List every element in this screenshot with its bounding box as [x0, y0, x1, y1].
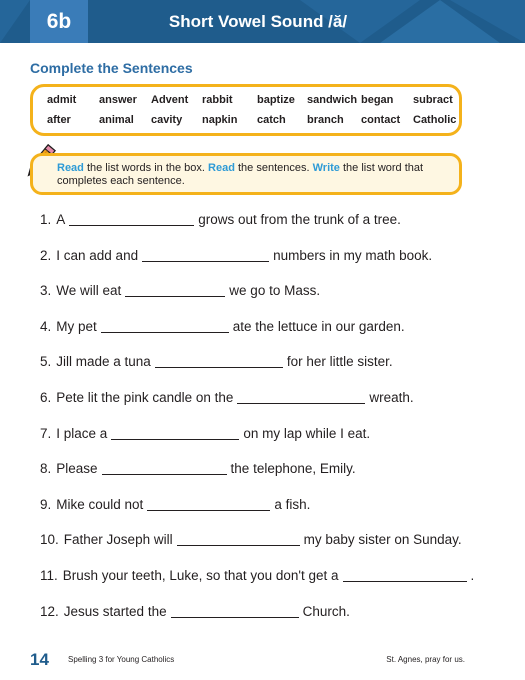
sentence-number: 5.	[40, 354, 52, 370]
sentence-list	[40, 212, 480, 639]
list-word: began	[361, 94, 394, 106]
sentence-number: 2.	[40, 247, 52, 263]
instruction-keyword-write: Write	[312, 162, 340, 174]
answer-blank[interactable]	[147, 497, 270, 511]
sentence-text-before: Jill made a tuna	[56, 354, 151, 370]
sentence-text-after: the telephone, Emily.	[230, 461, 356, 477]
list-word: animal	[99, 114, 134, 126]
sentence-number: 10.	[40, 532, 59, 548]
instruction-text: the list word that completes each sentence.	[57, 162, 424, 187]
list-word: subract	[413, 94, 453, 106]
answer-blank[interactable]	[171, 604, 299, 618]
sentence-text-after: grows out from the trunk of a tree.	[198, 212, 401, 227]
list-word: catch	[257, 114, 286, 126]
list-word: branch	[307, 114, 344, 126]
sentence-text-before: We will eat	[56, 283, 122, 299]
page-footer	[0, 648, 525, 672]
sentence-3	[40, 283, 480, 319]
sentence-text-after: wreath.	[369, 389, 414, 405]
instructions-text	[57, 162, 457, 188]
instruction-text: the sentences.	[234, 162, 313, 174]
footer-prayer: St. Agnes, pray for us.	[386, 655, 465, 664]
sentence-text-before: Brush your teeth, Luke, so that you don't get a	[62, 567, 339, 583]
book-title: Spelling 3 for Young Catholics	[68, 655, 175, 664]
list-word: answer	[99, 94, 137, 106]
page-number: 14	[30, 650, 49, 669]
sentence-number: 12.	[40, 603, 59, 619]
sentence-text-after: numbers in my math book.	[273, 247, 433, 263]
answer-blank[interactable]	[102, 461, 227, 475]
list-word: Catholic	[413, 114, 457, 126]
sentence-number: 6.	[40, 389, 52, 405]
list-word: napkin	[202, 114, 238, 126]
sentence-12	[40, 604, 480, 640]
sentence-number: 1.	[40, 212, 52, 227]
sentence-number: 7.	[40, 425, 52, 441]
sentence-text-before: Pete lit the pink candle on the	[56, 389, 234, 405]
lesson-number: 6b	[30, 0, 88, 43]
sentence-text-after: for her little sister.	[286, 354, 393, 370]
sentence-text-after: we go to Mass.	[229, 283, 321, 299]
sentence-text-after: Church.	[302, 603, 350, 619]
answer-blank[interactable]	[155, 354, 283, 368]
list-word: contact	[361, 114, 401, 126]
sentence-text-after: my baby sister on Sunday.	[303, 532, 462, 548]
list-word: baptize	[257, 94, 295, 106]
sentence-4	[40, 319, 480, 355]
sentence-text-after: on my lap while I eat.	[243, 425, 371, 441]
sentence-text-before: Mike could not	[56, 496, 144, 512]
sentence-number: 8.	[40, 461, 52, 477]
sentence-6	[40, 390, 480, 426]
sentence-text-before: Father Joseph will	[63, 532, 173, 548]
answer-blank[interactable]	[125, 283, 225, 297]
answer-blank[interactable]	[343, 568, 467, 582]
list-word: Advent	[151, 94, 189, 106]
sentence-text-before: I place a	[56, 425, 108, 441]
sentence-2	[40, 248, 480, 284]
list-word: cavity	[151, 114, 183, 126]
page-title: Short Vowel Sound /ă/	[168, 11, 348, 31]
sentence-1	[40, 212, 480, 248]
answer-blank[interactable]	[111, 426, 239, 440]
sentence-number: 11.	[40, 567, 58, 583]
sentence-5	[40, 354, 480, 390]
sentence-number: 9.	[40, 496, 52, 512]
list-word: sandwich	[307, 94, 358, 106]
answer-blank[interactable]	[237, 390, 365, 404]
sentence-9	[40, 497, 480, 533]
answer-blank[interactable]	[101, 319, 229, 333]
sentence-text-before: My pet	[56, 318, 97, 334]
sentence-text-after: .	[470, 567, 475, 583]
sentence-text-before: I can add and	[56, 247, 139, 263]
sentence-text-before: Please	[56, 461, 98, 477]
sentence-text-before: A	[56, 212, 66, 227]
answer-blank[interactable]	[177, 532, 300, 546]
sentence-8	[40, 461, 480, 497]
answer-blank[interactable]	[69, 212, 194, 226]
section-heading: Complete the Sentences	[30, 60, 193, 76]
sentence-text-after: ate the lettuce in our garden.	[232, 318, 405, 334]
sentence-number: 3.	[40, 283, 52, 299]
instruction-text: the list words in the box.	[83, 162, 209, 174]
sentence-7	[40, 426, 480, 462]
answer-blank[interactable]	[142, 248, 269, 262]
list-word: admit	[47, 94, 77, 106]
word-list-box	[30, 84, 462, 136]
sentence-text-before: Jesus started the	[63, 603, 167, 619]
sentence-10	[40, 532, 480, 568]
page-header	[0, 0, 525, 43]
instruction-keyword-read: Read	[57, 162, 84, 174]
instructions-box	[30, 153, 462, 195]
instruction-keyword-read: Read	[208, 162, 235, 174]
list-word: rabbit	[202, 94, 233, 106]
word-list	[47, 94, 455, 126]
sentence-number: 4.	[40, 318, 52, 334]
list-word: after	[47, 114, 71, 126]
sentence-text-after: a fish.	[274, 496, 311, 512]
sentence-11	[40, 568, 480, 604]
